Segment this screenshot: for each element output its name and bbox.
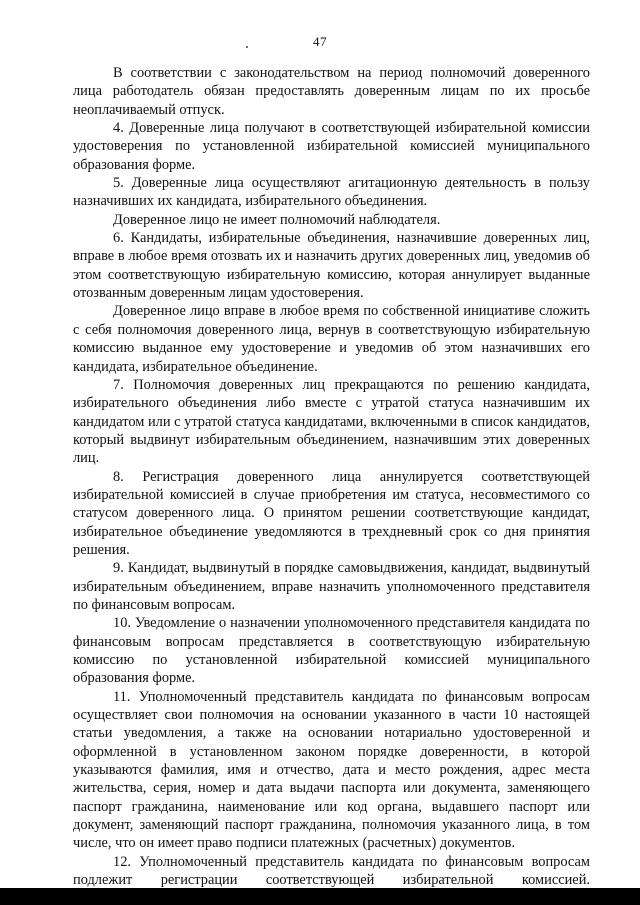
- paragraph-9-financial-representative: 9. Кандидат, выдвинутый в порядке самовыдвижения, кандидат, выдвинутый избирательным объединением, вправе назначить уполномоченного представителя по финансовым вопросам.: [73, 560, 590, 613]
- paragraph-10-notification: 10. Уведомление о назначении уполномоченного представителя кандидата по финансовым вопросам представляется в соответствующую избирательную комиссию по установленной избирательной комиссией муниципального образования форме.: [73, 615, 590, 687]
- paragraph-7-termination: 7. Полномочия доверенных лиц прекращаются по решению кандидата, избирательного объединения либо вместе с утратой статуса назначившим их кандидатом или с утратой статуса кандидатами, включенными в список кандидатов, который выдвинут избирательным объединением, назначившим этих доверенных лиц.: [73, 376, 590, 467]
- scan-bottom-edge: [0, 888, 640, 905]
- paragraph-resignation: Доверенное лицо вправе в любое время по собственной инициативе сложить с себя полномочия доверенного лица, вернув в соответствующую избирательную комиссию выданное ему удостоверение и уведомив об этом назначивших его кандидата, избирательное объединение.: [73, 303, 590, 375]
- paragraph-8-annulment: 8. Регистрация доверенного лица аннулируется соответствующей избирательной комиссией в случае приобретения им статуса, несовместимого со статусом доверенного лица. О принятом решении соответствующие кандидат, избирательное объединение уведомляются в трехдневный срок со дня принятия решения.: [73, 468, 590, 558]
- paragraph-leave: В соответствии с законодательством на период полномочий доверенного лица работодатель обязан предоставлять доверенным лицам по их просьбе неоплачиваемый отпуск.: [73, 65, 590, 118]
- paragraph-11-powers: 11. Уполномоченный представитель кандидата по финансовым вопросам осуществляет свои полномочия на основании указанного в части 10 настоящей статьи уведомления, а также на основании нотариально удостоверенной и оформленной в установленном законом порядке доверенности, в которой указываются фамилия, имя и отчество, дата и место рождения, адрес места жительства, серия, номер и дата выдачи паспорта или документа, заменяющего паспорт гражданина, наименование или код органа, выдавшего паспорт или документ, заменяющий паспорт гражданина, полномочия указанного лица, в том числе, что он имеет право подписи платежных (расчетных) документов.: [73, 688, 590, 852]
- page-number: 47: [313, 34, 327, 49]
- paragraph-no-observer-powers: Доверенное лицо не имеет полномочий наблюдателя.: [113, 211, 441, 228]
- document-body: [73, 64, 590, 889]
- paragraph-4-certificates: 4. Доверенные лица получают в соответствующей избирательной комиссии удостоверения по установленной избирательной комиссией муниципального образования форме.: [73, 120, 590, 173]
- paragraph-5-campaigning: 5. Доверенные лица осуществляют агитационную деятельность в пользу назначивших их кандидата, избирательного объединения.: [73, 175, 590, 210]
- scan-speck: [246, 46, 248, 48]
- paragraph-12-registration: 12. Уполномоченный представитель кандидата по финансовым вопросам подлежит регистрации соответствующей избирательной комиссией.: [73, 853, 590, 889]
- paragraph-6-recall: 6. Кандидаты, избирательные объединения, назначившие доверенных лиц, вправе в любое время отозвать их и назначить других доверенных лиц, уведомив об этом соответствующую избирательную комиссию, которая аннулирует выданные отозванным доверенным лицам удостоверения.: [73, 230, 590, 302]
